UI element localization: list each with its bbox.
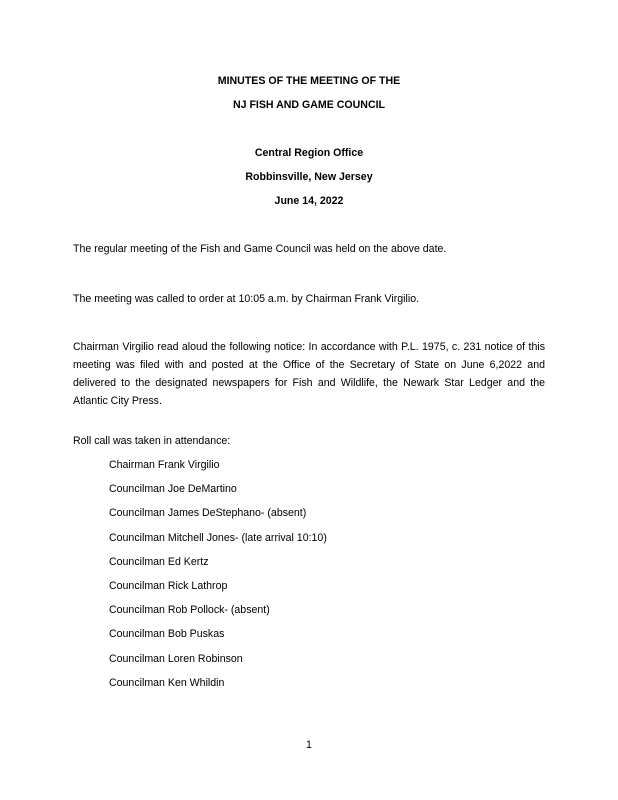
document-title-line-2: NJ FISH AND GAME COUNCIL (232, 99, 386, 111)
roll-call-heading: Roll call was taken in attendance: (73, 435, 231, 447)
list-item: Councilman James DeStephano- (absent) (109, 507, 307, 520)
meeting-location: Central Region Office (254, 147, 364, 159)
list-item: Councilman Ed Kertz (109, 555, 209, 568)
list-item: Councilman Bob Puskas (109, 628, 225, 641)
list-item: Councilman Mitchell Jones- (late arrival 10:10) (109, 531, 327, 544)
page-number: 1 (306, 739, 312, 751)
list-item: Councilman Ken Whildin (109, 676, 225, 689)
list-item: Councilman Joe DeMartino (109, 483, 237, 496)
list-item: Councilman Loren Robinson (109, 652, 243, 665)
meeting-date: June 14, 2022 (274, 195, 344, 207)
list-item: Chairman Frank Virgilio (109, 459, 220, 471)
meeting-city: Robbinsville, New Jersey (245, 171, 373, 183)
intro-paragraph: The regular meeting of the Fish and Game Council was held on the above date. (73, 243, 447, 255)
notice-paragraph: Chairman Virgilio read aloud the following notice: In accordance with P.L. 1975, c. 231 notice of this meeting was filed with and posted at the Office of the Secretary of State on June 6,2022 and delivered to the designated newspapers for Fish and Wildlife, the Newark Star Ledger and the Atlantic City Press. (73, 341, 545, 407)
list-item: Councilman Rob Pollock- (absent) (109, 604, 270, 617)
list-item: Councilman Rick Lathrop (109, 579, 228, 592)
call-to-order-paragraph: The meeting was called to order at 10:05 a.m. by Chairman Frank Virgilio. (73, 293, 420, 305)
document-title-line-1: MINUTES OF THE MEETING OF THE (217, 75, 401, 87)
roll-call-list (109, 458, 327, 700)
